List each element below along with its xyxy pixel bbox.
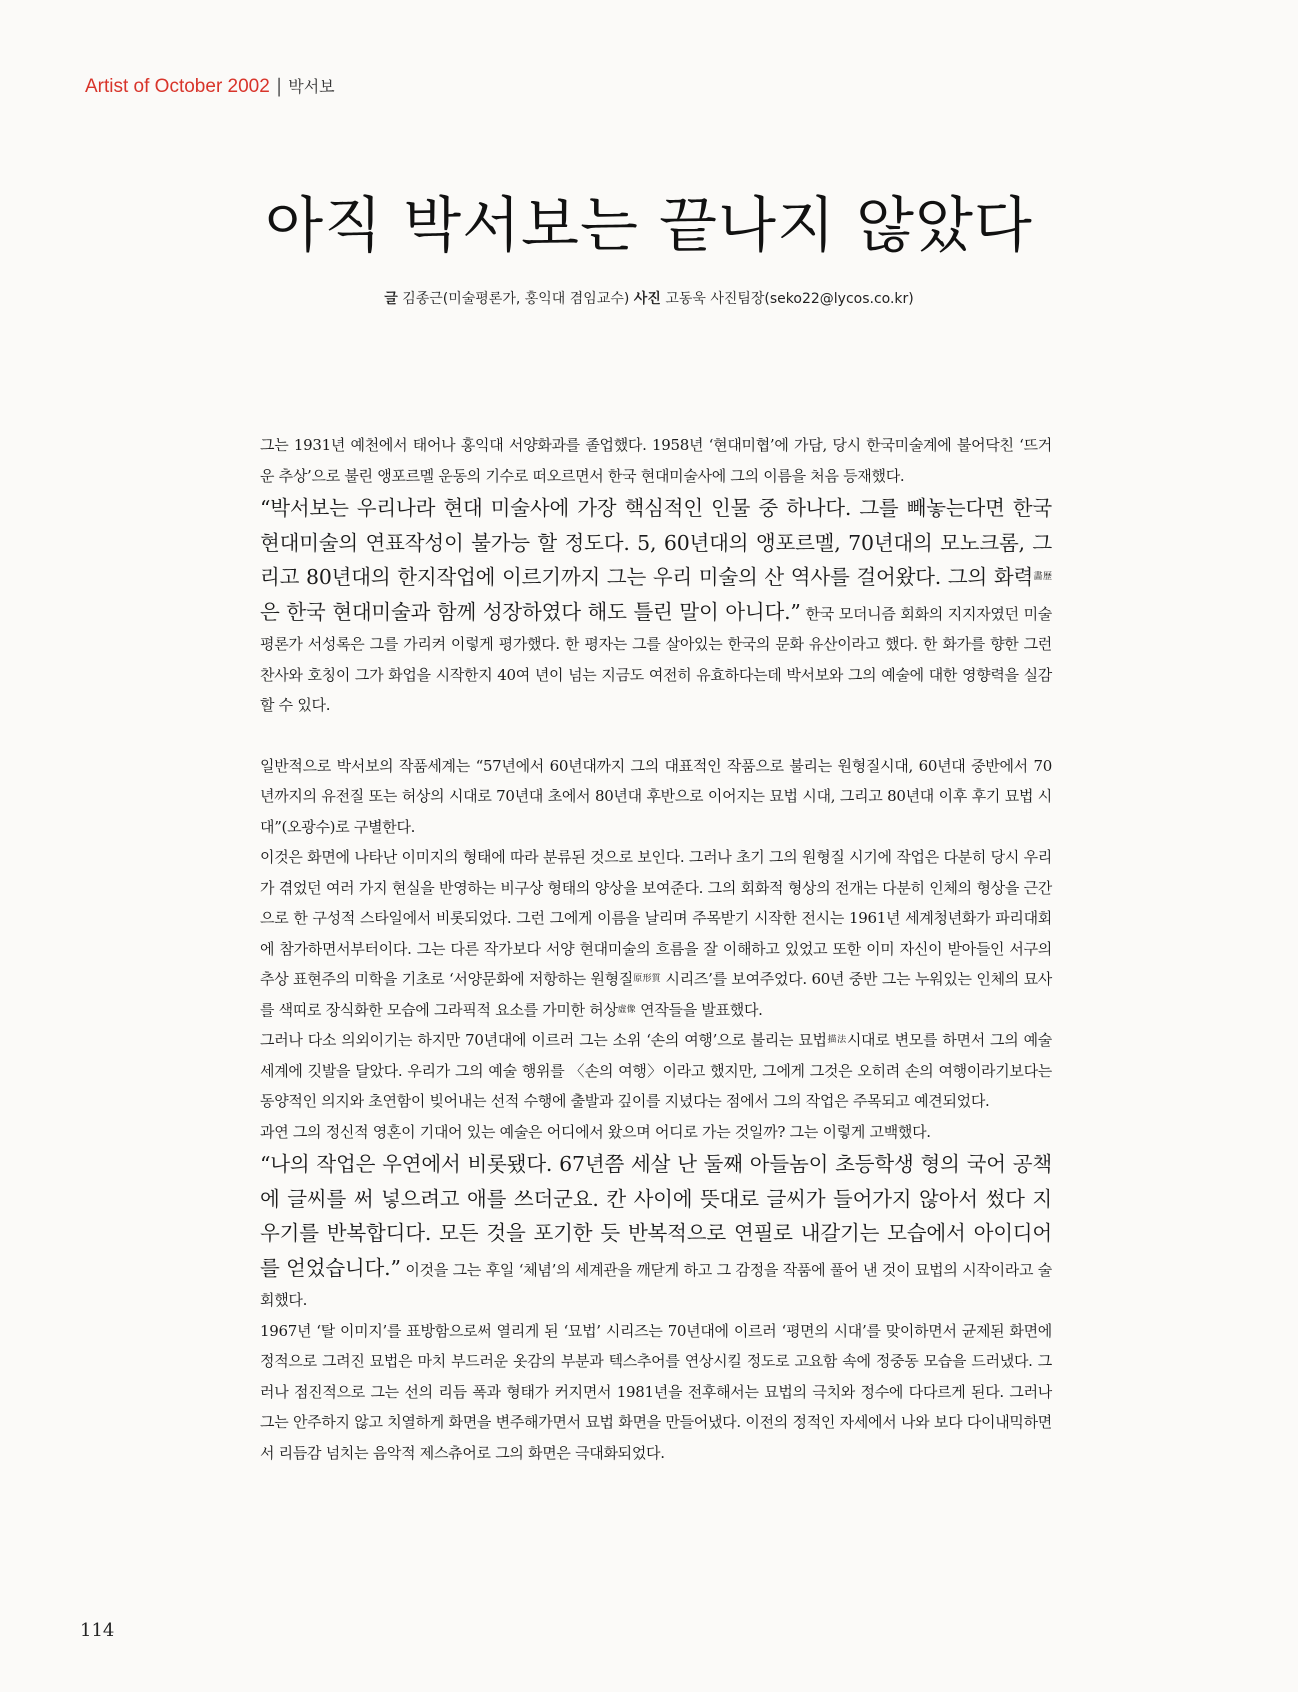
text-segment: 연작들을 발표했다. [635,1000,763,1019]
byline [0,288,1298,308]
series-label: Artist of October 2002 [85,76,270,97]
hanja-annotation: 描法 [826,1035,847,1045]
quote-followup: 이것을 그는 후일 ‘체념’의 세계관을 깨닫게 하고 그 감정을 작품에 풀어 낸 것이 묘법의 시작이라고 술회했다. [260,1260,1052,1309]
text-label: 글 [384,291,398,307]
author-credit: 김종근(미술평론가, 홍익대 겸임교수) [402,291,630,307]
header-separator: | [275,75,283,97]
text-segment: 이것은 화면에 나타난 이미지의 형태에 따라 분류된 것으로 보인다. 그러나 초기 그의 원형질 시기에 작업은 다분히 당시 우리가 겪었던 여러 가지 현실을 반영하는 비구상 형태의 양상을 보여준다. 그의 회화적 형상의 전개는 다분히 인체의 형상을 근간으로 한 구성적 스타일에서 비롯되었다. 그런 그에게 이름을 날리며 주목받기 시작한 전시는 1961년 세계청년화가 파리대회에 참가하면서부터이다. 그는 다른 작가보다 서양 현대미술의 흐름을 잘 이해하고 있었고 또한 이미 자신이 받아들인 서구의 추상 표현주의 미학을 기초로 ‘서양문화에 저항하는 원형질 [260,848,1052,988]
section-header [85,74,335,98]
paragraph-early-works [260,842,1052,1025]
paragraph-quote-review [260,491,1052,721]
hanja-annotation: 畵歷 [1033,572,1052,582]
paragraph-periods: 일반적으로 박서보의 작품세계는 “57년에서 60년대까지 그의 대표적인 작품으로 불리는 원형질시대, 60년대 중반에서 70년까지의 유전질 또는 허상의 시대로 70년대 초에서 80년대 후반으로 이어지는 묘법 시대, 그리고 80년대 이후 후기 묘법 시대”(오광수)로 구별한다. [260,756,1052,836]
quote-text-b: 은 한국 현대미술과 함께 성장하였다 해도 틀린 말이 아니다.” [260,599,801,624]
paragraph-ecriture-series: 1967년 ‘탈 이미지’를 표방함으로써 열리게 된 ‘묘법’ 시리즈는 70년대에 이르러 ‘평면의 시대’를 맞이하면서 균제된 화면에 정적으로 그려진 묘법은 마치 부드러운 옷감의 부분과 텍스추어를 연상시킬 정도로 고요함 속에 정중동 모습을 드러냈다. 그러나 점진적으로 그는 선의 리듬 폭과 형태가 커지면서 1981년을 전후해서는 묘법의 극치와 정수에 다다르게 된다. 그러나 그는 안주하지 않고 치열하게 화면을 변주해가면서 묘법 화면을 만들어냈다. 이전의 정적인 자세에서 나와 보다 다이내믹하면서 리듬감 넘치는 음악적 제스츄어로 그의 화면은 극대화되었다. [260,1321,1052,1462]
text-segment: 그러나 다소 의외이기는 하지만 70년대에 이르러 그는 소위 ‘손의 여행’으로 불리는 묘법 [260,1031,827,1049]
paragraph-question: 과연 그의 정신적 영혼이 기대어 있는 예술은 어디에서 왔으며 어디로 가는 것일까? 그는 이렇게 고백했다. [260,1122,931,1141]
article-body [260,430,1052,1468]
paragraph-ecriture [260,1025,1052,1117]
quote-attribution: 한국 모더니즘 회화의 지지자였던 미술평론가 서성록은 그를 가리켜 이렇게 평가했다. 한 평자는 그를 살아있는 한국의 문화 유산이라고 했다. 한 화가를 향한 그런 찬사와 호칭이 그가 화업을 시작한지 40여 년이 넘는 지금도 여전히 유효하다는데 박서보와 그의 예술에 대한 영향력을 실감할 수 있다. [260,604,1052,714]
hanja-annotation: 原形質 [633,974,661,984]
artist-name: 박서보 [288,77,335,96]
text-segment: 시리즈’를 보여주었다. 60년 중반 그는 누워있는 인체의 묘사를 색띠로 장식화한 모습에 그라픽적 요소를 가미한 허상 [260,970,1052,1019]
photo-label: 사진 [633,291,661,307]
paragraph-quote-artist [260,1147,1052,1316]
photographer-credit: 고동욱 사진팀장(seko22@lycos.co.kr) [665,291,914,307]
quote-text-a: “박서보는 우리나라 현대 미술사에 가장 핵심적인 인물 중 하나다. 그를 빼놓는다면 한국 현대미술의 연표작성이 불가능 할 정도다. 5, 60년대의 앵포르멜, 70년대의 모노크롬, 그리고 80년대의 한지작업에 이르기까지 그는 우리 미술의 산 역사를 걸어왔다. 그의 화력 [260,496,1052,589]
paragraph-intro: 그는 1931년 예천에서 태어나 홍익대 서양화과를 졸업했다. 1958년 ‘현대미협’에 가담, 당시 한국미술계에 불어닥친 ‘뜨거운 추상’으로 불린 앵포르멜 운동의 기수로 떠오르면서 한국 현대미술사에 그의 이름을 처음 등재했다. [260,436,1052,485]
hanja-annotation: 虛像 [617,1004,636,1015]
article-title: 아직 박서보는 끝나지 않았다 [265,191,1033,261]
page-number: 114 [80,1620,115,1641]
pull-quote: “나의 작업은 우연에서 비롯됐다. 67년쯤 세살 난 둘째 아들놈이 초등학생 형의 국어 공책에 글씨를 써 넣으려고 애를 쓰더군요. 칸 사이에 뜻대로 글씨가 들어가지 않아서 썼다 지우기를 반복합디다. 모든 것을 포기한 듯 반복적으로 연필로 내갈기는 모습에서 아이디어를 얻었습니다.” [260,1152,1052,1280]
text-segment: 시대로 변모를 하면서 그의 예술세계에 깃발을 달았다. 우리가 그의 예술 행위를 〈손의 여행〉이라고 했지만, 그에게 그것은 오히려 손의 여행이라기보다는 동양적인 의지와 초연함이 빚어내는 선적 수행에 출발과 깊이를 지녔다는 점에서 그의 작업은 주목되고 예견되었다. [260,1031,1052,1110]
